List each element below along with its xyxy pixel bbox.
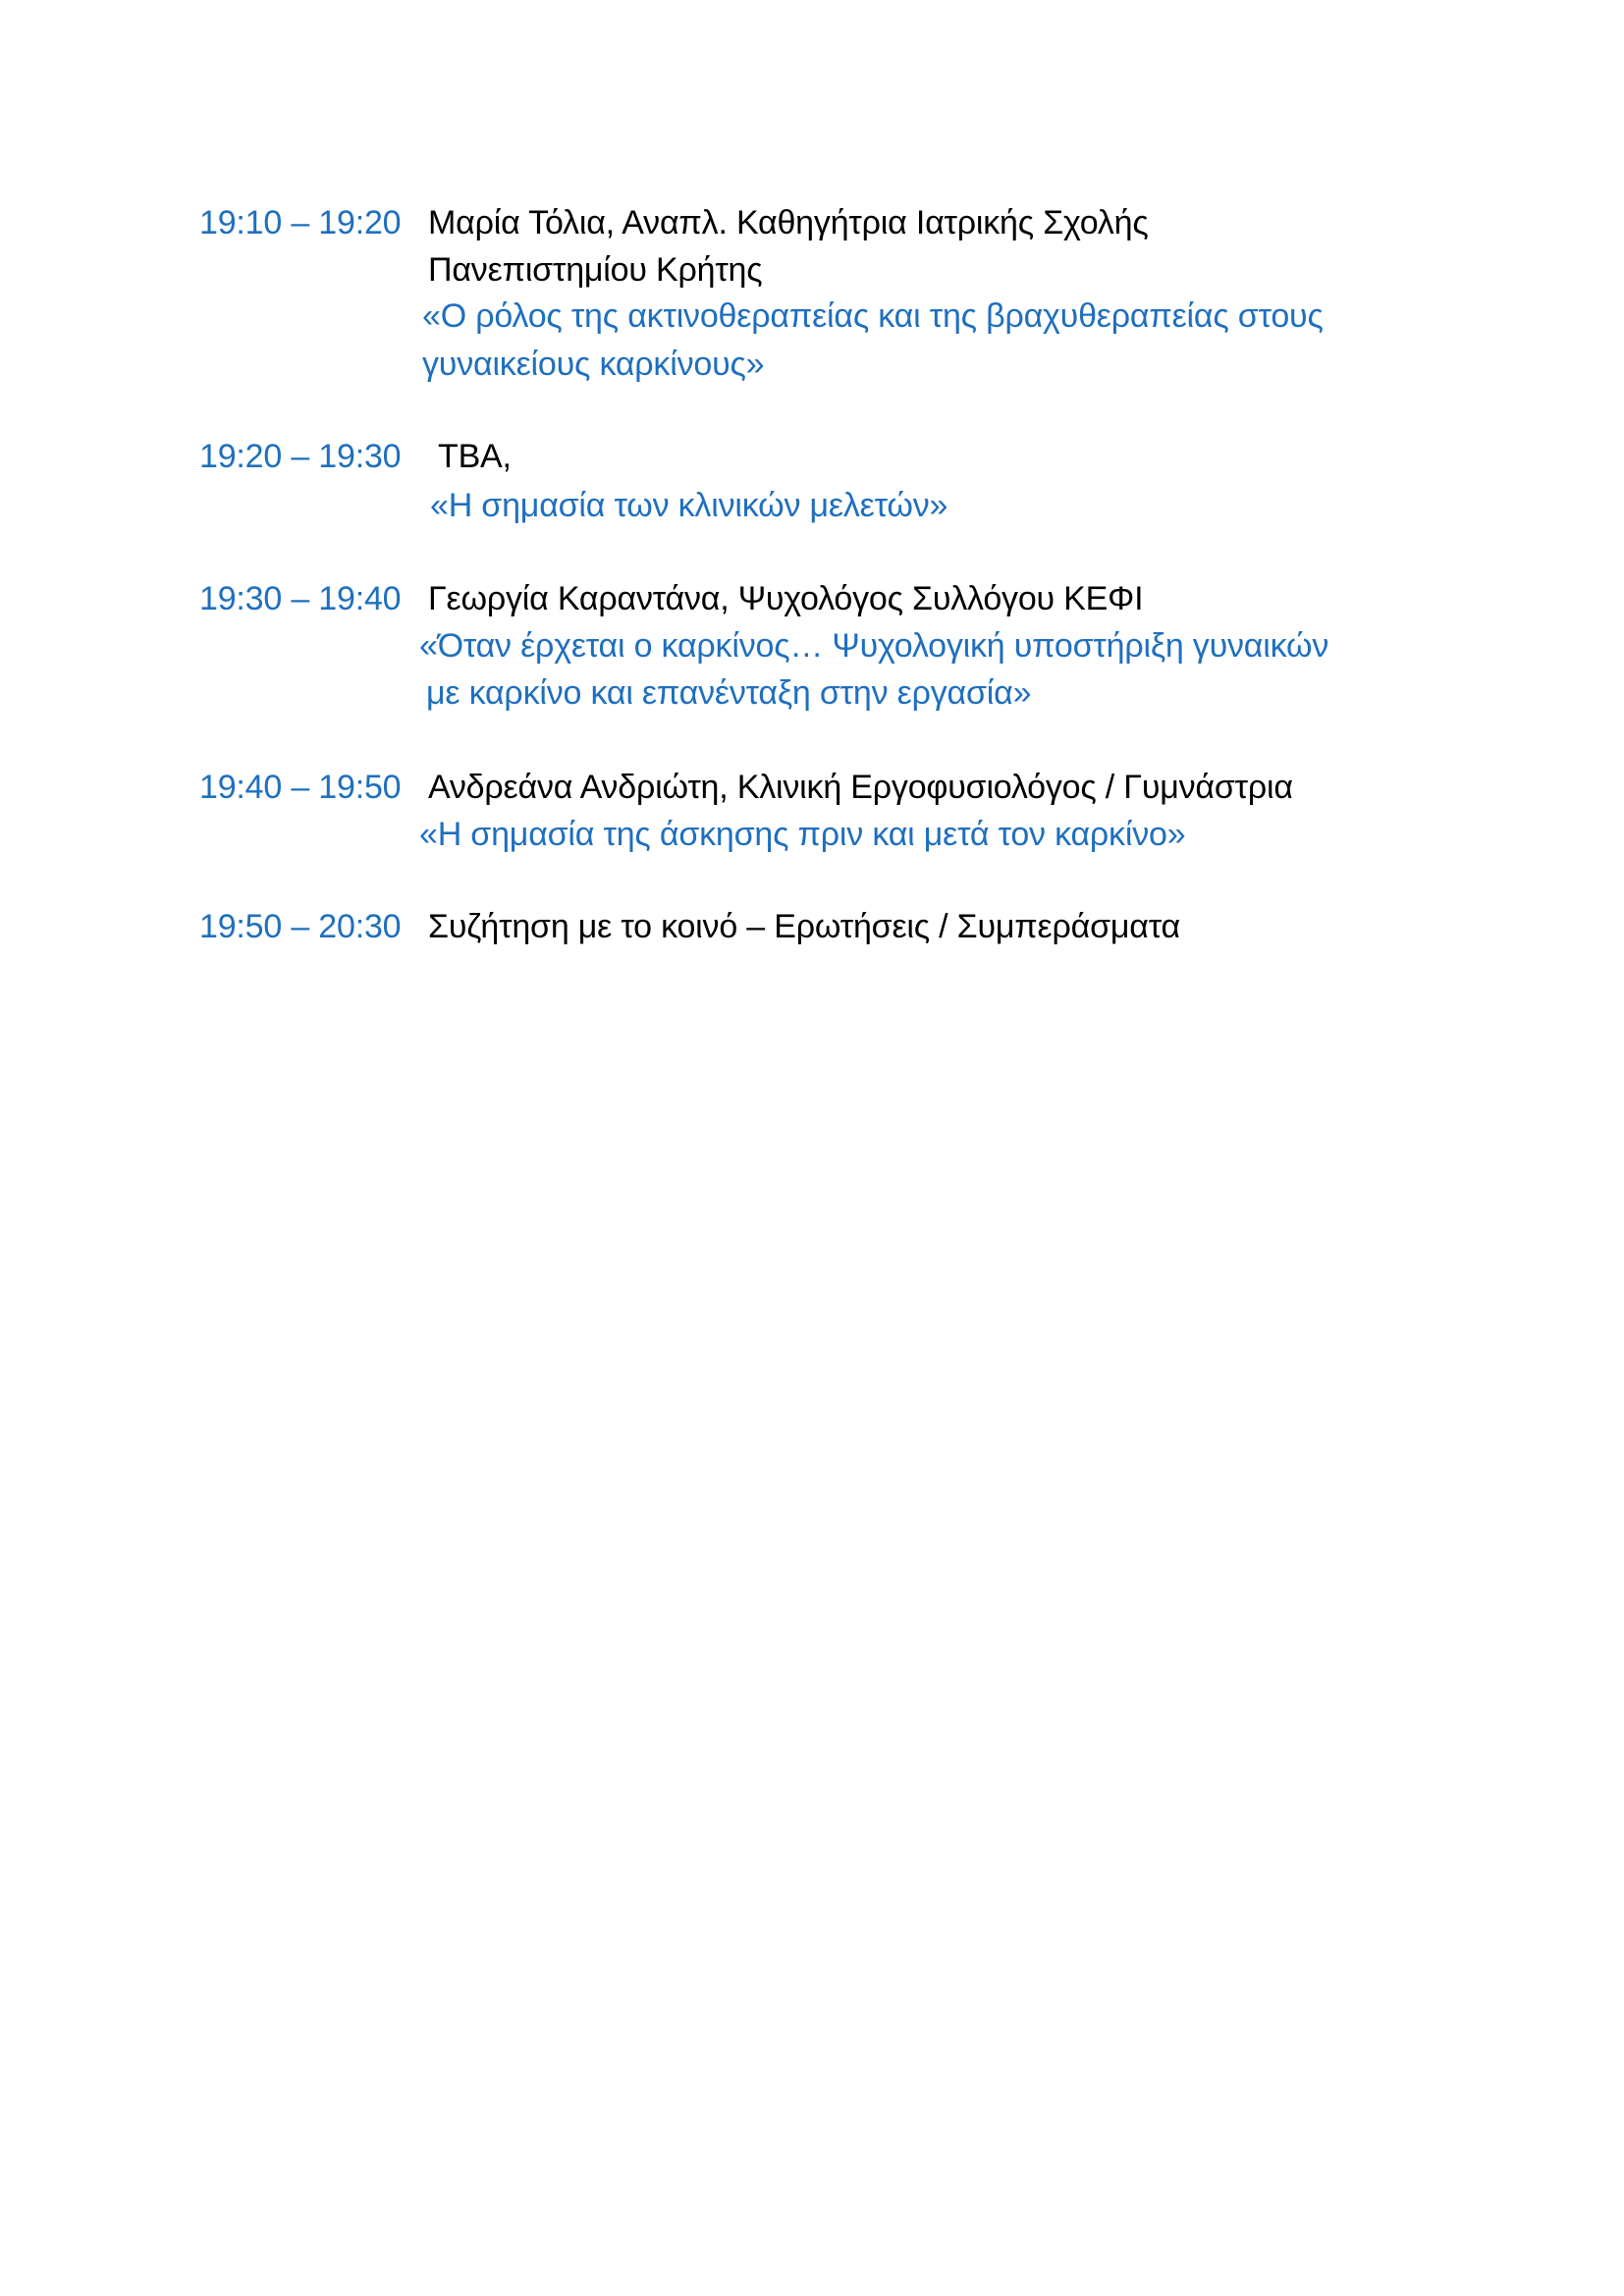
agenda-talk-2-line-1: «Η σημασία των κλινικών μελετών» [430,487,948,524]
agenda-time-5: 19:50 – 20:30 [199,908,402,945]
agenda-speaker-1-line-1: Μαρία Τόλια, Αναπλ. Καθηγήτρια Ιατρικής Σχολής [428,204,1149,241]
agenda-talk-1-line-2: γυναικείους καρκίνους» [422,346,765,383]
agenda-talk-3-line-2: με καρκίνο και επανένταξη στην εργασία» [426,674,1032,712]
agenda-time-3: 19:30 – 19:40 [199,580,402,617]
agenda-speaker-5-line-1: Συζήτηση με το κοινό – Ερωτήσεις / Συμπεράσματα [428,908,1180,945]
agenda-speaker-2-line-1: TBA, [438,438,512,475]
agenda-speaker-4-line-1: Ανδρεάνα Ανδριώτη, Κλινική Εργοφυσιολόγος / Γυμνάστρια [428,769,1293,806]
agenda-time-2: 19:20 – 19:30 [199,438,402,475]
agenda-talk-1-line-1: «Ο ρόλος της ακτινοθεραπείας και της βραχυθεραπείας στους [422,297,1324,335]
agenda-time-4: 19:40 – 19:50 [199,769,402,806]
agenda-talk-3-line-1: «Όταν έρχεται ο καρκίνος… Ψυχολογική υποστήριξη γυναικών [419,627,1329,665]
agenda-speaker-1-line-2: Πανεπιστημίου Κρήτης [428,251,763,289]
agenda-speaker-3-line-1: Γεωργία Καραντάνα, Ψυχολόγος Συλλόγου ΚΕΦΙ [428,580,1144,617]
agenda-time-1: 19:10 – 19:20 [199,204,402,241]
agenda-talk-4-line-1: «Η σημασία της άσκησης πριν και μετά τον καρκίνο» [419,816,1186,853]
